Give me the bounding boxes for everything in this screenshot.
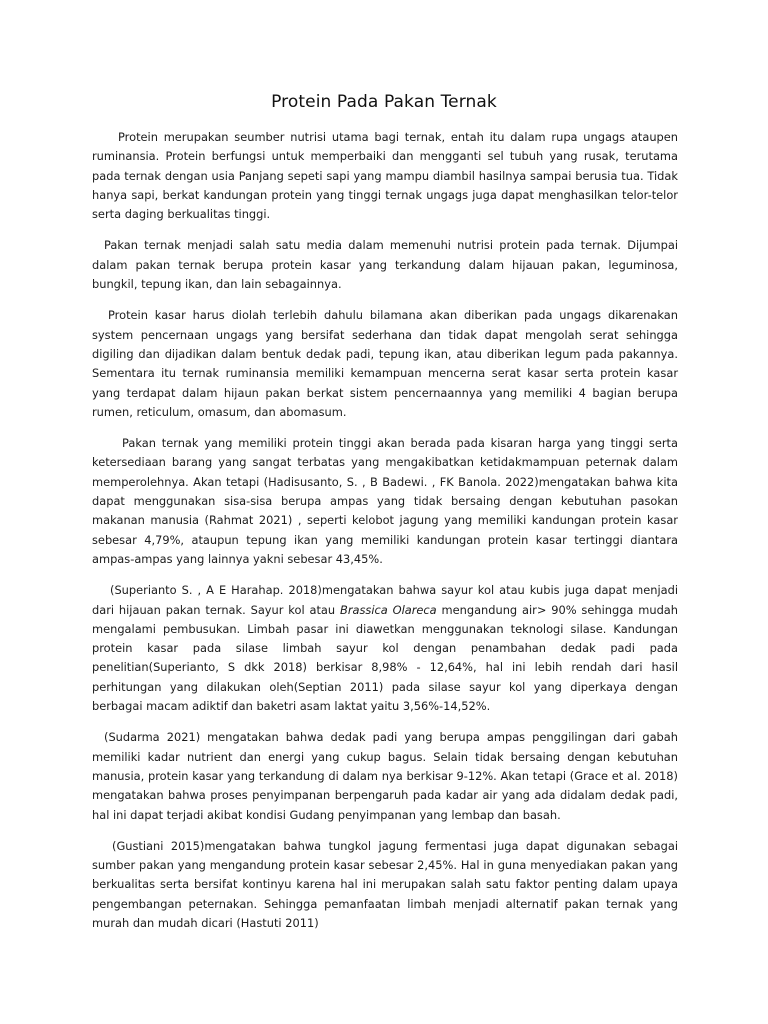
document-title: Protein Pada Pakan Ternak — [271, 92, 497, 112]
paragraph-protein-intro: Protein merupakan seumber nutrisi utama bagi ternak, entah itu dalam rupa ungags ataupen ruminansia. Protein berfungsi untuk memperbaiki dan mengganti sel tubuh yang rusak, terutama pada ternak dengan usia Panjang sepeti sapi yang mampu diambil hasilnya sampai berusia tua. Tidak hanya sapi, berkat kandungan protein yang tinggi ternak ungags juga dapat menghasilkan telor-telor serta daging berkualitas tinggi. — [92, 130, 678, 222]
paragraph-sayur-kol-text-end: mengandung air> 90% sehingga mudah mengalami pembusukan. Limbah pasar ini diawetkan menggunakan teknologi silase. Kandungan protein kasar pada silase limbah sayur kol dengan penambahan dedak padi pada penelitian(Superianto, S dkk 2018) berkisar 8,98% - 12,64%, hal ini lebih rendah dari hasil perhitungan yang dilakukan oleh(Septian 2011) pada silase sayur kol yang diperkaya dengan berbagai macam adiktif dan baketri asam laktat yaitu 3,56%-14,52%. — [92, 602, 678, 714]
paragraph-pakan-ternak: Pakan ternak menjadi salah satu media dalam memenuhi nutrisi protein pada ternak. Dijumpai dalam pakan ternak berupa protein kasar yang terkandung dalam hijauan pakan, leguminosa, bungkil, tepung ikan, dan lain sebagainnya. — [92, 238, 678, 292]
paragraph-sayur-kol-text-start: (Superianto S. , A E Harahap. 2018)mengatakan bahwa sayur kol atau kubis juga dapat menjadi dari hijauan pakan ternak. Sayur kol atau — [92, 583, 678, 617]
species-name: Brassica Olareca — [340, 602, 437, 617]
paragraph-harga-pakan: Pakan ternak yang memiliki protein tinggi akan berada pada kisaran harga yang tinggi serta ketersediaan barang yang sangat terbatas yang mengakibatkan ketidakmampuan peternak dalam memperolehnya. Akan tetapi (Hadisusanto, S. , B Badewi. , FK Banola. 2022)mengatakan bahwa kita dapat menggunakan sisa-sisa berupa ampas yang tidak bersaing dengan kebutuhan pasokan makanan manusia (Rahmat 2021) , seperti kelobot jagung yang memiliki kandungan protein kasar sebesar 4,79%, ataupun tepung ikan yang memiliki kandungan protein kasar tertinggi diantara ampas-ampas yang lainnya yakni sebesar 43,45%. — [92, 436, 678, 566]
paragraph-dedak-padi: (Sudarma 2021) mengatakan bahwa dedak padi yang berupa ampas penggilingan dari gabah memiliki kadar nutrient dan energi yang cukup bagus. Selain tidak bersaing dengan kebutuhan manusia, protein kasar yang terkandung di dalam nya berkisar 9-12%. Akan tetapi (Grace et al. 2018) mengatakan bahwa proses penyimpanan berpengaruh pada kadar air yang ada didalam dedak padi, hal ini dapat terjadi akibat kondisi Gudang penyimpanan yang lembap dan basah. — [92, 730, 678, 822]
paragraph-sayur-kol — [92, 581, 678, 716]
paragraph-tungkol-jagung: (Gustiani 2015)mengatakan bahwa tungkol jagung fermentasi juga dapat digunakan sebagai sumber pakan yang mengandung protein kasar sebesar 2,45%. Hal in guna menyediakan pakan yang berkualitas serta bersifat kontinyu karena hal ini merupakan salah satu faktor penting dalam upaya pengembangan peternakan. Sehingga pemanfaatan limbah menjadi alternatif pakan ternak yang murah dan mudah dicari (Hastuti 2011) — [92, 838, 678, 930]
paragraph-protein-kasar: Protein kasar harus diolah terlebih dahulu bilamana akan diberikan pada ungags dikarenakan system pencernaan ungags yang bersifat sederhana dan tidak dapat mengolah serat sehingga digiling dan dijadikan dalam bentuk dedak padi, tepung ikan, atau diberikan legum pada pakannya. Sementara itu ternak ruminansia memiliki kemampuan mencerna serat kasar serta protein kasar yang terdapat dalam hijaun pakan berkat sistem pencernaannya yang memiliki 4 bagian berupa rumen, reticulum, omasum, dan abomasum. — [92, 308, 678, 419]
document-body — [92, 128, 678, 945]
